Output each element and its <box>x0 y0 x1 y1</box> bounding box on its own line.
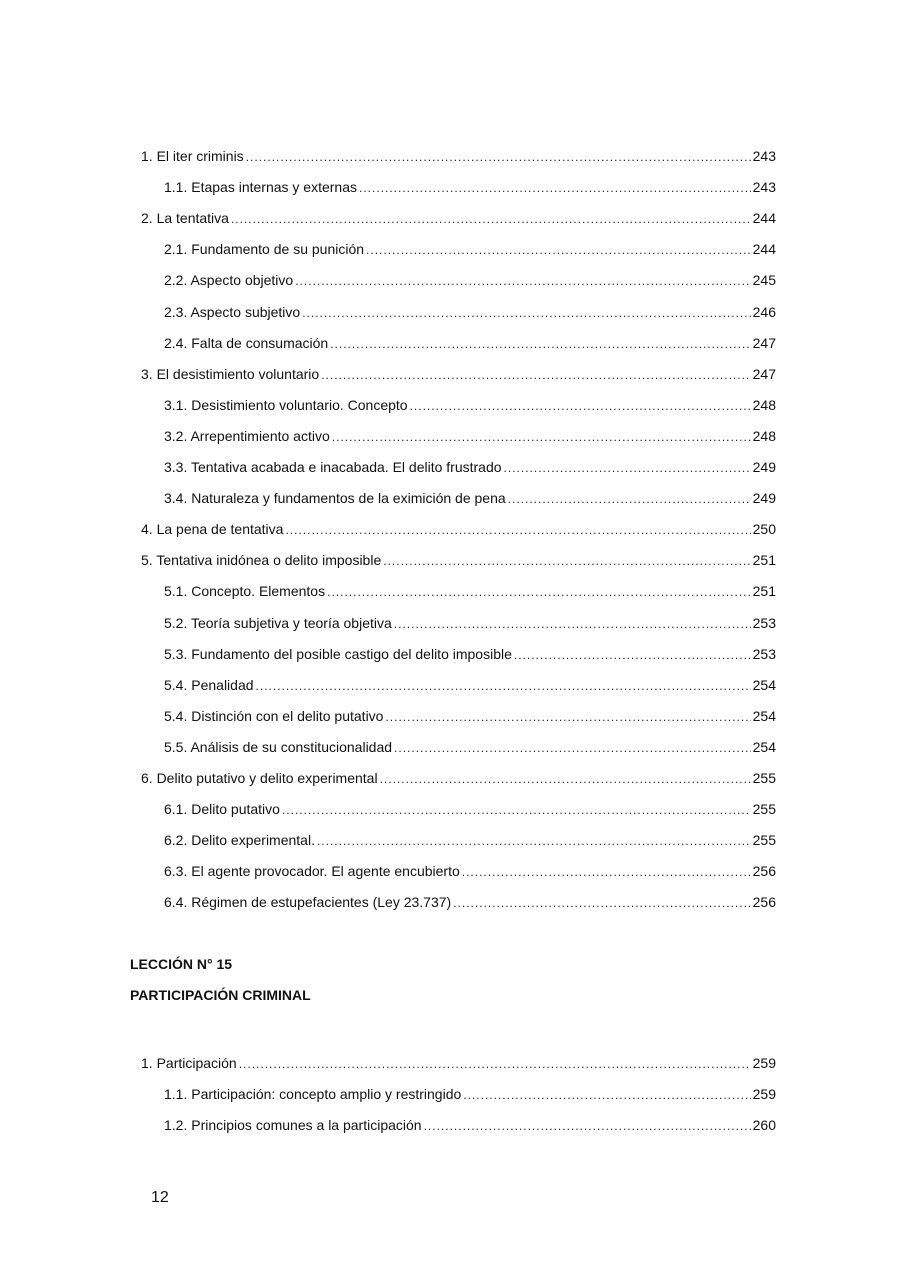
toc-entry-page: 243 <box>752 179 776 196</box>
toc-leader-dots <box>463 1085 750 1104</box>
toc-entry <box>141 365 776 384</box>
toc-entry-title: 5. Tentativa inidónea o delito imposible <box>141 552 382 569</box>
toc-leader-dots <box>317 831 751 850</box>
page-number: 12 <box>151 1189 169 1206</box>
toc-leader-dots <box>330 334 750 353</box>
toc-entry-title: 2.4. Falta de consumación <box>164 334 329 351</box>
toc-entry-title: 2.3. Aspecto subjetivo <box>164 303 301 320</box>
toc-entry-page: 253 <box>752 614 776 631</box>
toc-entry-title: 1. El iter criminis <box>141 148 244 164</box>
toc-entry <box>164 676 776 695</box>
toc-entry-page: 255 <box>752 770 776 786</box>
toc-leader-dots <box>282 800 751 819</box>
toc-entry-title: 6.3. El agente provocador. El agente encubierto <box>164 863 460 880</box>
toc-entry-title: 6. Delito putativo y delito experimental <box>141 770 378 786</box>
toc-entry <box>164 862 776 881</box>
toc-entry-title: 5.3. Fundamento del posible castigo del delito imposible <box>164 645 512 662</box>
toc-leader-dots <box>239 1054 751 1073</box>
toc-entry-title: 1.1. Etapas internas y externas <box>164 179 357 196</box>
toc-leader-dots <box>366 240 751 259</box>
toc-entry-page: 251 <box>752 583 776 600</box>
toc-entry <box>164 1116 776 1135</box>
toc-entry-page: 248 <box>752 396 776 413</box>
toc-entry-page: 260 <box>752 1117 776 1134</box>
toc-entry-title: 3. El desistimiento voluntario <box>141 365 320 382</box>
toc-entry-title: 4. La pena de tentativa <box>141 521 284 538</box>
toc-leader-dots <box>508 489 751 508</box>
toc-entry-page: 248 <box>752 427 776 444</box>
toc-entry-title: 3.2. Arrepentimiento activo <box>164 427 330 444</box>
toc-entry-title: 1. Participación <box>141 1055 237 1071</box>
toc-entry <box>164 1085 776 1104</box>
toc-entry <box>141 209 776 228</box>
lesson-number: LECCIÓN N° 15 <box>130 956 233 972</box>
toc-entry <box>164 334 776 353</box>
toc-entry-page: 244 <box>752 241 776 258</box>
toc-entry-page: 247 <box>752 334 776 351</box>
toc-entry <box>164 582 776 601</box>
toc-entry-title: 2.1. Fundamento de su punición <box>164 241 365 258</box>
toc-entry-page: 259 <box>752 1055 776 1071</box>
toc-leader-dots <box>231 209 751 228</box>
toc-entry-page: 256 <box>752 863 776 880</box>
toc-entry-page: 256 <box>752 894 776 911</box>
toc-entry <box>141 520 776 539</box>
toc-entry-title: 1.1. Participación: concepto amplio y restringido <box>164 1086 462 1103</box>
toc-entry-page: 254 <box>752 707 776 724</box>
toc-entry-page: 251 <box>752 552 776 569</box>
toc-entry <box>164 271 776 290</box>
toc-entry <box>164 240 776 259</box>
toc-entry-page: 245 <box>752 272 776 289</box>
toc-entry-title: 5.4. Distinción con el delito putativo <box>164 707 384 724</box>
toc-entry <box>141 1054 776 1073</box>
toc-entry <box>164 614 776 633</box>
toc-entry <box>164 178 776 197</box>
toc-entry-page: 254 <box>752 676 776 693</box>
toc-leader-dots <box>383 551 750 570</box>
toc-leader-dots <box>327 582 751 601</box>
toc-leader-dots <box>285 520 750 539</box>
toc-leader-dots <box>394 738 751 757</box>
toc-entry-page: 246 <box>752 303 776 320</box>
toc-entry-page: 254 <box>752 738 776 755</box>
toc-leader-dots <box>410 396 751 415</box>
toc-entry <box>141 147 776 166</box>
toc-entry-title: 3.3. Tentativa acabada e inacabada. El delito frustrado <box>164 459 502 475</box>
toc-entry <box>164 800 776 819</box>
toc-entry-title: 3.4. Naturaleza y fundamentos de la eximición de pena <box>164 490 506 507</box>
toc-entry-title: 5.5. Análisis de su constitucionalidad <box>164 738 393 755</box>
toc-entry-title: 5.1. Concepto. Elementos <box>164 583 326 600</box>
toc-leader-dots <box>302 303 750 322</box>
toc-leader-dots <box>453 893 750 912</box>
toc-leader-dots <box>359 178 751 197</box>
toc-entry-title: 6.2. Delito experimental. <box>164 832 315 849</box>
toc-entry-title: 3.1. Desistimiento voluntario. Concepto <box>164 396 408 413</box>
toc-leader-dots <box>256 676 751 695</box>
toc-entry-page: 243 <box>752 148 776 164</box>
toc-leader-dots <box>380 769 751 788</box>
toc-leader-dots <box>246 147 751 166</box>
toc-leader-dots <box>504 458 751 477</box>
toc-entry <box>164 738 776 757</box>
toc-entry <box>164 489 776 508</box>
toc-leader-dots <box>332 427 751 446</box>
toc-entry-page: 249 <box>752 459 776 475</box>
toc-entry-title: 5.2. Teoría subjetiva y teoría objetiva <box>164 614 392 631</box>
toc-entry-title: 2. La tentativa <box>141 210 229 227</box>
toc-entry-page: 255 <box>752 832 776 849</box>
toc-entry <box>164 396 776 415</box>
toc-leader-dots <box>462 862 751 881</box>
toc-entry-title: 6.1. Delito putativo <box>164 801 280 818</box>
toc-entry <box>164 427 776 446</box>
toc-leader-dots <box>514 645 751 664</box>
toc-entry-page: 249 <box>752 490 776 507</box>
toc-entry-title: 6.4. Régimen de estupefacientes (Ley 23.737) <box>164 894 452 911</box>
toc-entry-title: 1.2. Principios comunes a la participación <box>164 1117 422 1134</box>
toc-entry <box>164 893 776 912</box>
toc-entry <box>141 769 776 788</box>
toc-entry-page: 250 <box>752 521 776 538</box>
toc-entry <box>164 303 776 322</box>
toc-leader-dots <box>295 271 750 290</box>
toc-entry <box>164 707 776 726</box>
lesson-title: PARTICIPACIÓN CRIMINAL <box>130 987 311 1003</box>
toc-entry <box>141 551 776 570</box>
toc-entry-page: 255 <box>752 801 776 818</box>
toc-leader-dots <box>424 1116 751 1135</box>
toc-leader-dots <box>394 614 751 633</box>
toc-entry-title: 5.4. Penalidad <box>164 676 254 693</box>
toc-entry-title: 2.2. Aspecto objetivo <box>164 272 294 289</box>
toc-entry <box>164 645 776 664</box>
toc-leader-dots <box>385 707 750 726</box>
toc-leader-dots <box>321 365 750 384</box>
toc-entry <box>164 458 776 477</box>
toc-entry <box>164 831 776 850</box>
toc-entry-page: 259 <box>752 1086 776 1103</box>
toc-entry-page: 253 <box>752 645 776 662</box>
toc-entry-page: 244 <box>752 210 776 227</box>
toc-entry-page: 247 <box>752 365 776 382</box>
